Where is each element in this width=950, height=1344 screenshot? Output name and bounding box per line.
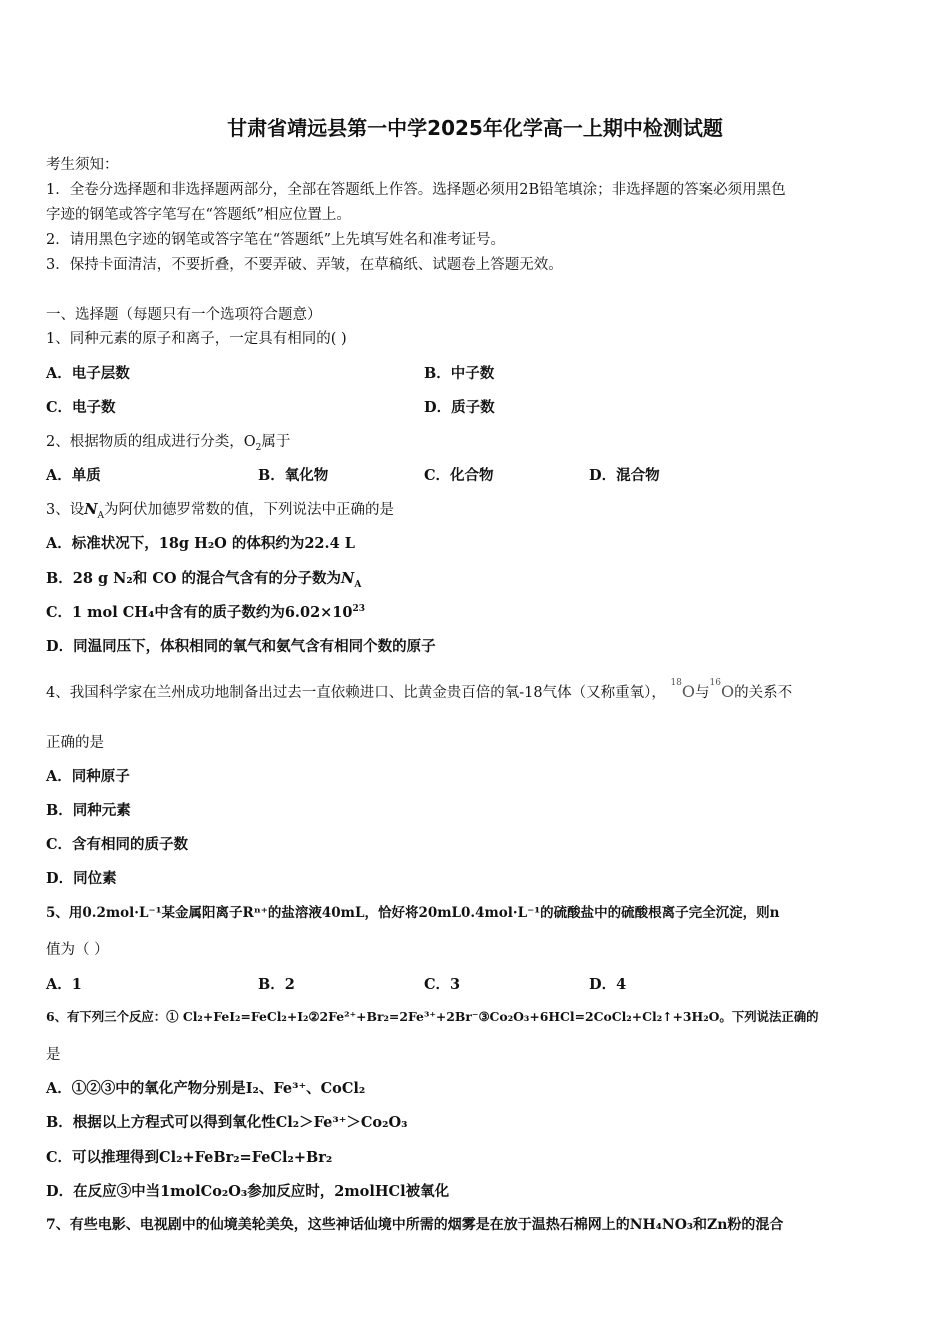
q3-option-b-symbol: N	[341, 570, 355, 587]
notice-item-1b: 字迹的钢笔或答字笔写在“答题纸”相应位置上。	[46, 207, 351, 223]
option-a: A．单质	[46, 467, 101, 484]
option-d: D．4	[589, 976, 627, 993]
question-1-options-row-1	[46, 362, 495, 383]
question-3-stem	[46, 498, 394, 519]
option-c: C．化合物	[424, 467, 494, 484]
question-5-stem: 5、用0.2mol·L⁻¹某金属阳离子Rⁿ⁺的盐溶液40mL，恰好将20mL0.4mol·L⁻¹的硫酸盐中的硫酸根离子完全沉淀，则n	[46, 905, 780, 921]
q3-option-b-subscript: A	[354, 579, 362, 590]
q2-stem-text: 2、根据物质的组成进行分类，O	[46, 434, 256, 450]
question-6-option-a: A．①②③中的氧化产物分别是I₂、Fe³⁺、CoCl₂	[46, 1080, 366, 1097]
q3-stem-text: 3、设	[46, 502, 85, 518]
option-b: B．中子数	[424, 365, 495, 382]
isotope-o16-symbol: O	[720, 682, 735, 701]
q2-stem-subscript: 2	[255, 442, 262, 453]
option-c: C．3	[424, 976, 461, 993]
question-3-option-b	[46, 567, 361, 588]
question-2-options	[46, 464, 660, 485]
q3-stem-tail: 为阿伏加德罗常数的值，下列说法中正确的是	[104, 502, 394, 518]
isotope-o16-mass: 16	[709, 677, 721, 688]
question-4-stem-line-2: 正确的是	[46, 735, 104, 751]
question-2-stem	[46, 430, 290, 451]
question-4-option-b: B．同种元素	[46, 802, 131, 819]
isotope-o18	[670, 677, 696, 701]
isotope-o18-symbol: O	[681, 682, 696, 701]
question-4-option-c: C．含有相同的质子数	[46, 836, 189, 853]
question-3-option-a: A．标准状况下，18g H₂O 的体积约为22.4 L	[46, 535, 355, 552]
q4-stem-text: 4、我国科学家在兰州成功地制备出过去一直依赖进口、比黄金贵百倍的氧-18气体（又称重氧），	[46, 685, 666, 701]
option-b: B．氧化物	[258, 467, 329, 484]
question-5-stem-line-2: 值为（ ）	[46, 942, 109, 958]
notice-heading: 考生须知：	[46, 157, 119, 173]
isotope-o16	[709, 677, 735, 701]
option-a: A．1	[46, 976, 82, 993]
question-4-option-d: D．同位素	[46, 870, 117, 887]
q3-constant-symbol: N	[84, 501, 98, 518]
question-1-stem: 1、同种元素的原子和离子，一定具有相同的( )	[46, 331, 347, 347]
q4-stem-and: 与	[695, 685, 710, 701]
question-3-option-c	[46, 601, 365, 622]
notice-item-1a: 1．全卷分选择题和非选择题两部分，全部在答题纸上作答。选择题必须用2B铅笔填涂；非选择题的答案必须用黑色	[46, 182, 786, 198]
question-6-option-d: D．在反应③中当1molCo₂O₃参加反应时，2molHCl被氧化	[46, 1183, 450, 1200]
option-b: B．2	[258, 976, 295, 993]
section-heading: 一、选择题（每题只有一个选项符合题意）	[46, 307, 322, 323]
notice-item-2: 2．请用黑色字迹的钢笔或答字笔在“答题纸”上先填写姓名和准考证号。	[46, 232, 506, 248]
page-title: 甘肃省靖远县第一中学2025年化学高一上期中检测试题	[227, 116, 723, 140]
question-7-stem: 7、有些电影、电视剧中的仙境美轮美奂，这些神话仙境中所需的烟雾是在放于温热石棉网上的NH₄NO₃和Zn粉的混合	[46, 1217, 784, 1233]
q2-stem-tail: 属于	[261, 434, 291, 450]
question-4-option-a: A．同种原子	[46, 768, 130, 785]
q3-option-c-exponent: 23	[352, 604, 366, 615]
q3-option-c-text: C．1 mol CH₄中含有的质子数约为6.02×10	[46, 604, 353, 621]
q3-constant-subscript: A	[97, 510, 104, 521]
option-a: A．电子层数	[46, 365, 130, 382]
question-3-option-d: D．同温同压下，体积相同的氧气和氨气含有相同个数的原子	[46, 638, 436, 655]
question-6-stem: 6、有下列三个反应：① Cl₂+FeI₂=FeCl₂+I₂②2Fe²⁺+Br₂=2Fe³⁺+2Br⁻③Co₂O₃+6HCl=2CoCl₂+Cl₂↑+3H₂O。下列说法正确的	[46, 1009, 819, 1024]
isotope-o18-mass: 18	[670, 677, 682, 688]
question-6-stem-line-2: 是	[46, 1047, 61, 1063]
question-6-option-c: C．可以推理得到Cl₂+FeBr₂=FeCl₂+Br₂	[46, 1149, 333, 1166]
question-5-options	[46, 973, 627, 994]
question-6-option-b: B．根据以上方程式可以得到氧化性Cl₂＞Fe³⁺＞Co₂O₃	[46, 1114, 408, 1131]
option-c: C．电子数	[46, 399, 116, 416]
notice-item-3: 3．保持卡面清洁，不要折叠，不要弄破、弄皱，在草稿纸、试题卷上答题无效。	[46, 257, 563, 273]
question-4-stem	[46, 677, 793, 702]
question-1-options-row-2	[46, 396, 495, 417]
q4-stem-tail: 的关系不	[734, 685, 793, 701]
option-d: D．质子数	[424, 399, 495, 416]
q3-option-b-text: B．28 g N₂和 CO 的混合气含有的分子数为	[46, 570, 342, 587]
option-d: D．混合物	[589, 467, 660, 484]
